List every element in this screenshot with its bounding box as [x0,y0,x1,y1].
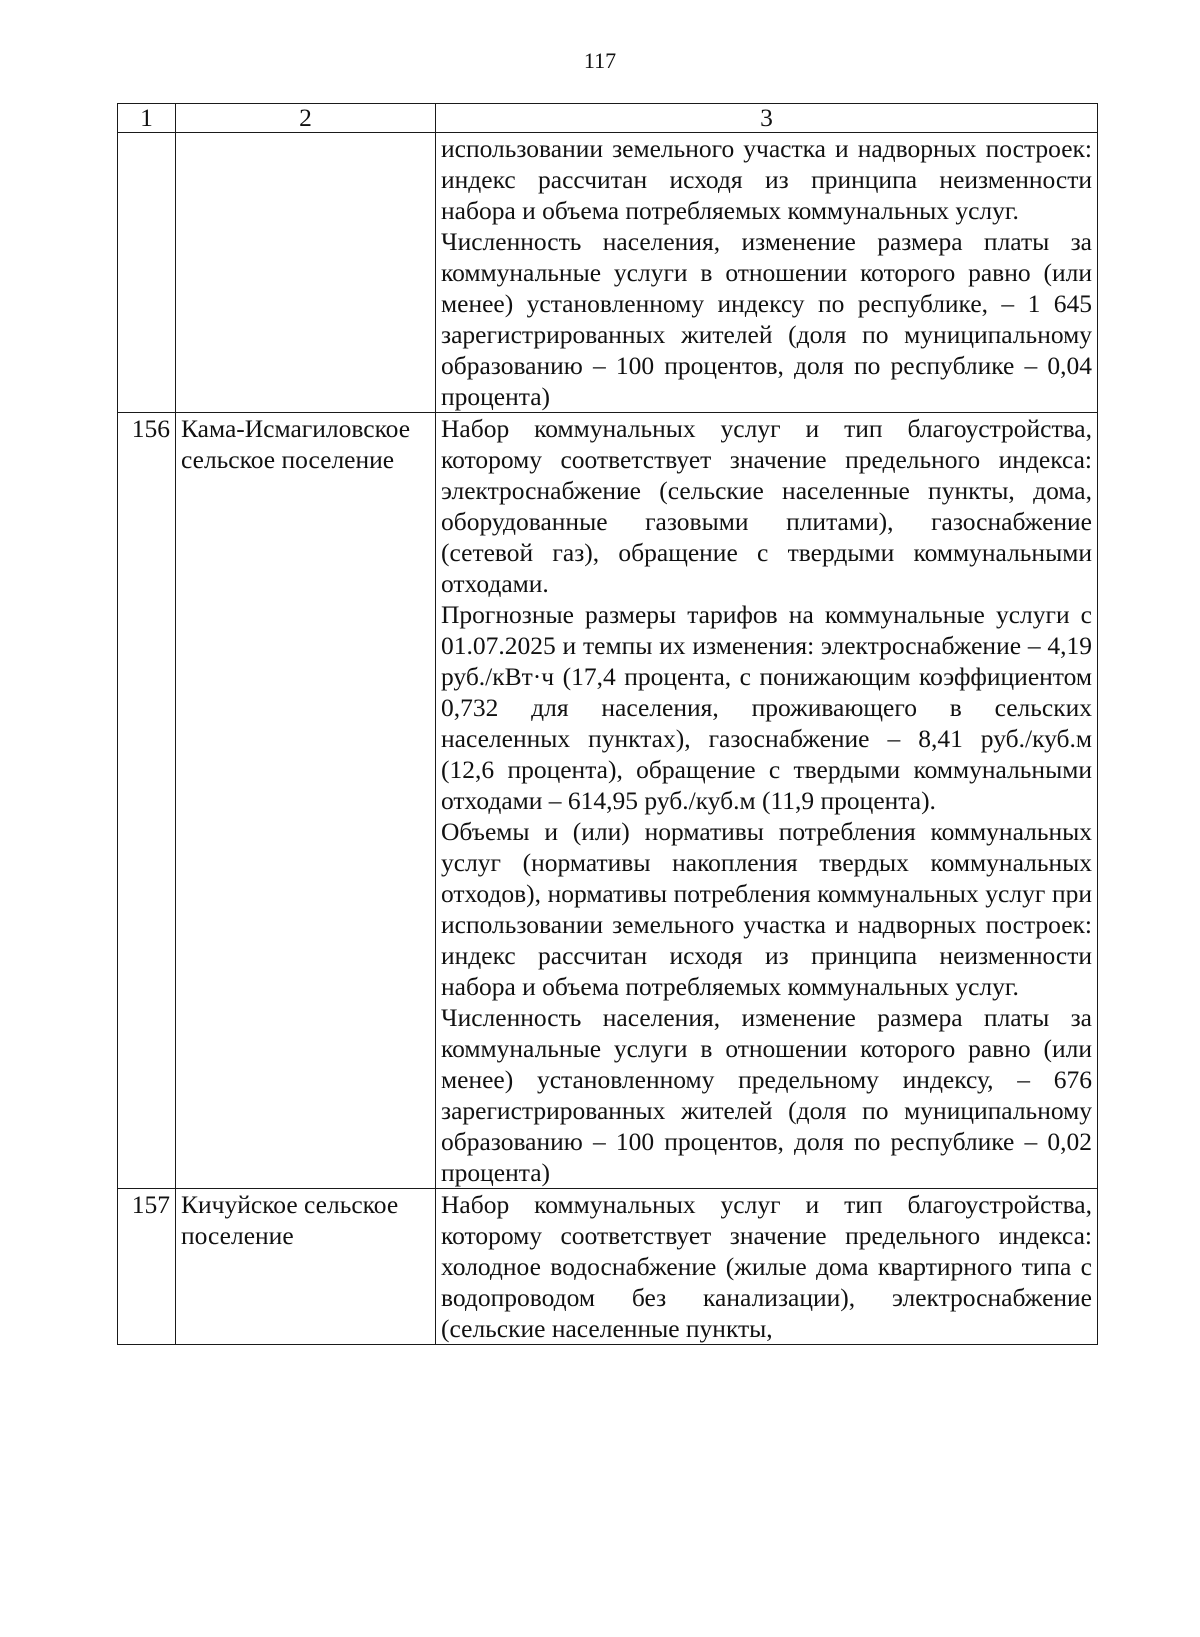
description-cell [436,133,1098,413]
table-row [118,413,1098,1189]
row-number: 157 [118,1189,176,1345]
column-header-name: 2 [176,104,436,133]
description-cell [436,413,1098,1189]
table-row [118,1189,1098,1345]
description-paragraph: Численность населения, изменение размера платы за коммунальные услуги в отношении которого равно (или менее) установленному индексу по республике, – 1 645 зарегистрированных жителей (доля по муниципальному образованию – 100 процентов, доля по республике – 0,04 процента) [441,227,1092,411]
description-cell [436,1189,1098,1345]
column-header-description: 3 [436,104,1098,133]
description-paragraph: Объемы и (или) нормативы потребления коммунальных услуг (нормативы накопления твердых коммунальных отходов), нормативы потребления коммунальных услуг при использовании земельного участка и надворных построек: индекс рассчитан исходя из принципа неизменности набора и объема потребляемых коммунальных услуг. [441,817,1092,1001]
description-paragraph: Набор коммунальных услуг и тип благоустройства, которому соответствует значение предельного индекса: электроснабжение (сельские населенные пункты, дома, оборудованные газовыми плитами), газоснабжение (сетевой газ), обращение с твердыми коммунальными отходами. [441,414,1092,598]
tariff-table [117,103,1098,1345]
row-number [118,133,176,413]
description-paragraph: Численность населения, изменение размера платы за коммунальные услуги в отношении которого равно (или менее) установленному предельному индексу, – 676 зарегистрированных жителей (доля по муниципальному образованию – 100 процентов, доля по республике – 0,02 процента) [441,1003,1092,1187]
table-row [118,133,1098,413]
settlement-name: Кичуйское сельское поселение [176,1189,436,1345]
settlement-name [176,133,436,413]
settlement-name: Кама-Исмагиловское сельское поселение [176,413,436,1189]
page-number: 117 [583,48,617,73]
description-paragraph: использовании земельного участка и надворных построек: индекс рассчитан исходя из принципа неизменности набора и объема потребляемых коммунальных услуг. [441,134,1092,225]
description-paragraph: Прогнозные размеры тарифов на коммунальные услуги с 01.07.2025 и темпы их изменения: электроснабжение – 4,19 руб./кВт·ч (17,4 процента, с понижающим коэффициентом 0,732 для населения, проживающего в сельских населенных пунктах), газоснабжение – 8,41 руб./куб.м (12,6 процента), обращение с твердыми коммунальными отходами – 614,95 руб./куб.м (11,9 процента). [441,600,1092,815]
column-header-number: 1 [118,104,176,133]
table-header-row [118,104,1098,133]
row-number: 156 [118,413,176,1189]
description-paragraph: Набор коммунальных услуг и тип благоустройства, которому соответствует значение предельного индекса: холодное водоснабжение (жилые дома квартирного типа с водопроводом без канализации), электроснабжение (сельские населенные пункты, [441,1190,1092,1343]
